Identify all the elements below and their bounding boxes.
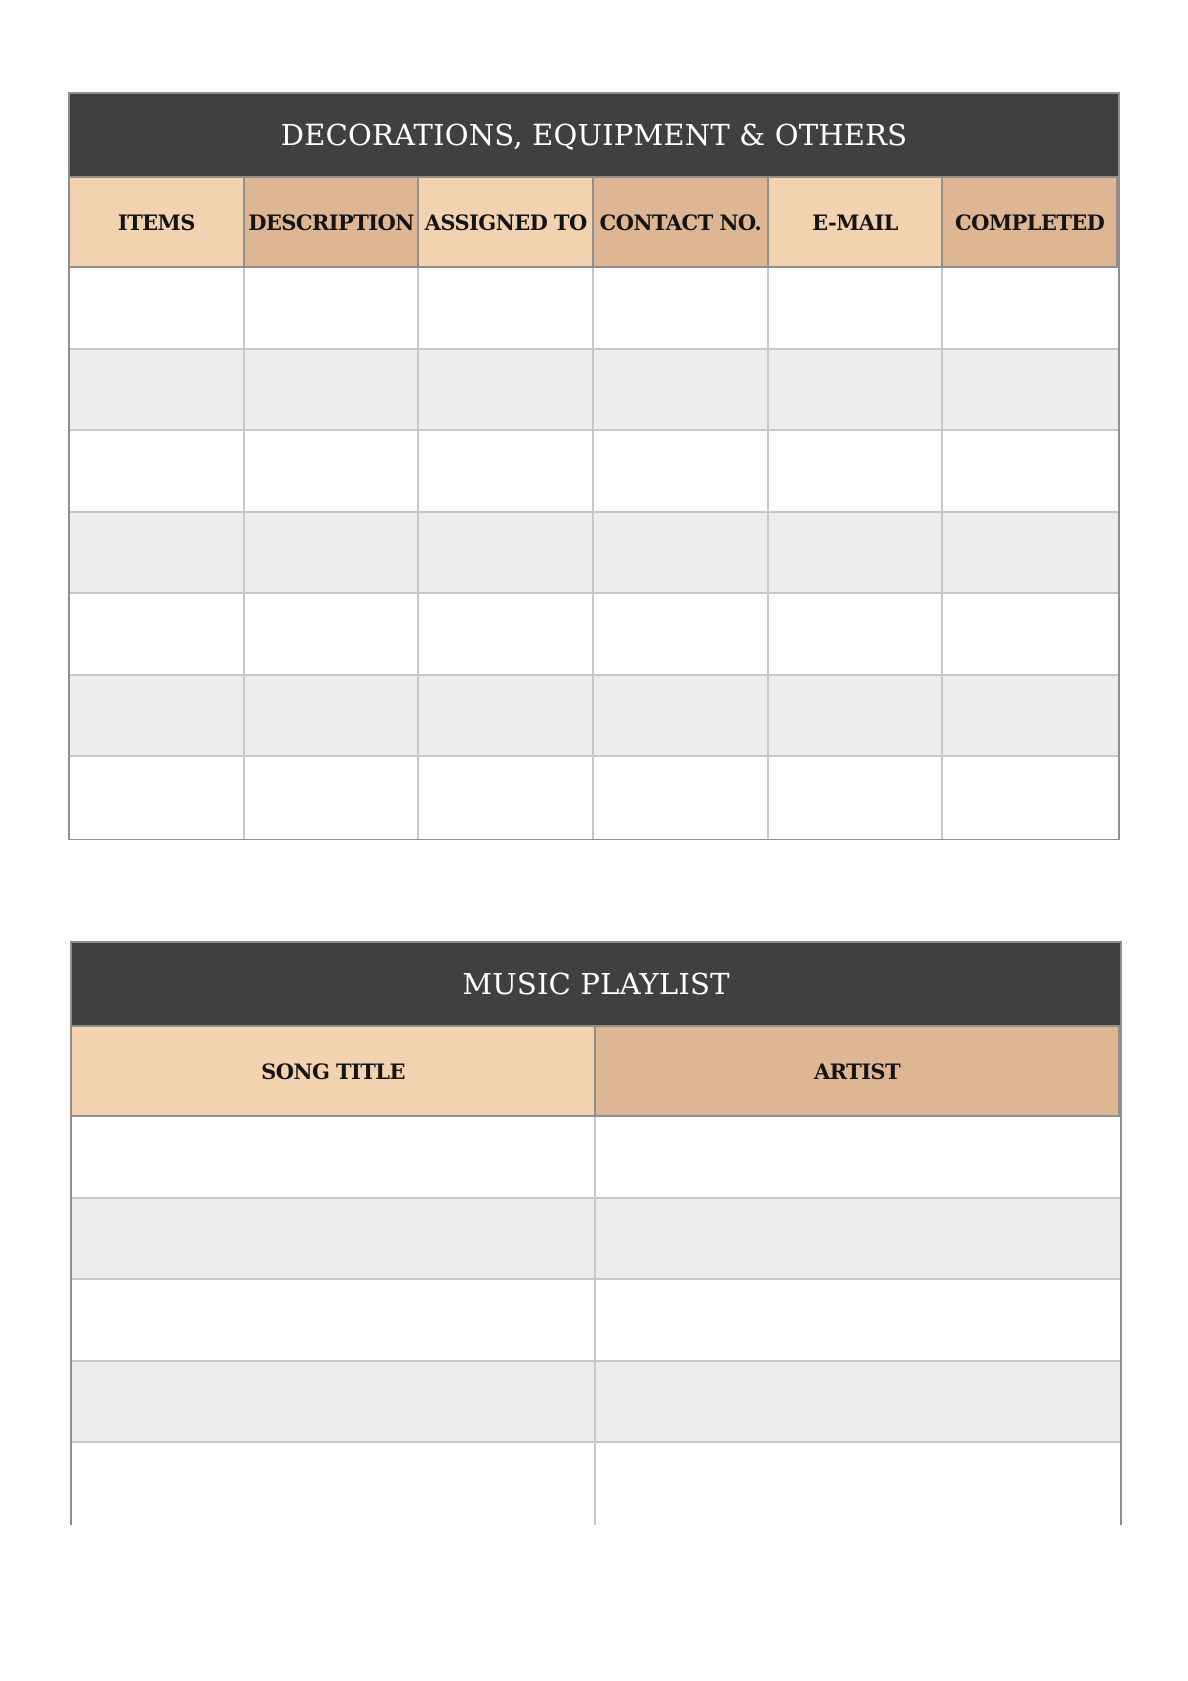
table-cell[interactable]	[594, 513, 769, 595]
table-cell[interactable]	[769, 350, 944, 432]
table-cell[interactable]	[419, 757, 594, 839]
table-cell[interactable]	[245, 350, 420, 432]
table-cell[interactable]	[70, 431, 245, 513]
table-cell[interactable]	[596, 1443, 1120, 1525]
table-cell[interactable]	[943, 676, 1118, 758]
table-cell[interactable]	[245, 431, 420, 513]
header-description: DESCRIPTION	[245, 178, 420, 268]
table-cell[interactable]	[943, 513, 1118, 595]
table-cell[interactable]	[943, 268, 1118, 350]
table-cell[interactable]	[943, 594, 1118, 676]
table-cell[interactable]	[594, 431, 769, 513]
table-cell[interactable]	[245, 513, 420, 595]
table-cell[interactable]	[596, 1199, 1120, 1281]
table-cell[interactable]	[596, 1280, 1120, 1362]
header-song-title: SONG TITLE	[72, 1027, 596, 1117]
header-assigned-to: ASSIGNED TO	[419, 178, 594, 268]
table-cell[interactable]	[70, 757, 245, 839]
table-cell[interactable]	[72, 1362, 596, 1444]
header-completed: COMPLETED	[943, 178, 1118, 268]
table-cell[interactable]	[594, 594, 769, 676]
playlist-grid	[72, 1027, 1120, 1525]
table-cell[interactable]	[72, 1117, 596, 1199]
header-contact-no: CONTACT NO.	[594, 178, 769, 268]
table-cell[interactable]	[943, 350, 1118, 432]
decorations-table-title: DECORATIONS, EQUIPMENT & OTHERS	[70, 94, 1118, 178]
decorations-grid	[70, 178, 1118, 839]
table-cell[interactable]	[70, 350, 245, 432]
table-cell[interactable]	[72, 1280, 596, 1362]
table-cell[interactable]	[245, 268, 420, 350]
table-cell[interactable]	[419, 513, 594, 595]
table-cell[interactable]	[769, 594, 944, 676]
table-cell[interactable]	[245, 676, 420, 758]
table-cell[interactable]	[245, 594, 420, 676]
table-cell[interactable]	[594, 676, 769, 758]
table-cell[interactable]	[769, 513, 944, 595]
table-cell[interactable]	[419, 268, 594, 350]
table-cell[interactable]	[419, 431, 594, 513]
table-cell[interactable]	[419, 676, 594, 758]
table-cell[interactable]	[596, 1117, 1120, 1199]
table-cell[interactable]	[769, 268, 944, 350]
table-cell[interactable]	[943, 431, 1118, 513]
table-cell[interactable]	[769, 431, 944, 513]
music-playlist-table	[70, 941, 1122, 1525]
header-artist: ARTIST	[596, 1027, 1120, 1117]
table-cell[interactable]	[70, 676, 245, 758]
header-email: E-MAIL	[769, 178, 944, 268]
table-cell[interactable]	[72, 1199, 596, 1281]
table-cell[interactable]	[594, 268, 769, 350]
table-cell[interactable]	[594, 757, 769, 839]
table-cell[interactable]	[769, 757, 944, 839]
header-items: ITEMS	[70, 178, 245, 268]
table-cell[interactable]	[72, 1443, 596, 1525]
table-cell[interactable]	[594, 350, 769, 432]
table-cell[interactable]	[70, 268, 245, 350]
table-cell[interactable]	[70, 594, 245, 676]
table-cell[interactable]	[419, 594, 594, 676]
table-cell[interactable]	[419, 350, 594, 432]
table-cell[interactable]	[943, 757, 1118, 839]
table-cell[interactable]	[596, 1362, 1120, 1444]
decorations-equipment-table	[68, 92, 1120, 840]
table-cell[interactable]	[769, 676, 944, 758]
table-cell[interactable]	[70, 513, 245, 595]
playlist-table-title: MUSIC PLAYLIST	[72, 943, 1120, 1027]
table-cell[interactable]	[245, 757, 420, 839]
